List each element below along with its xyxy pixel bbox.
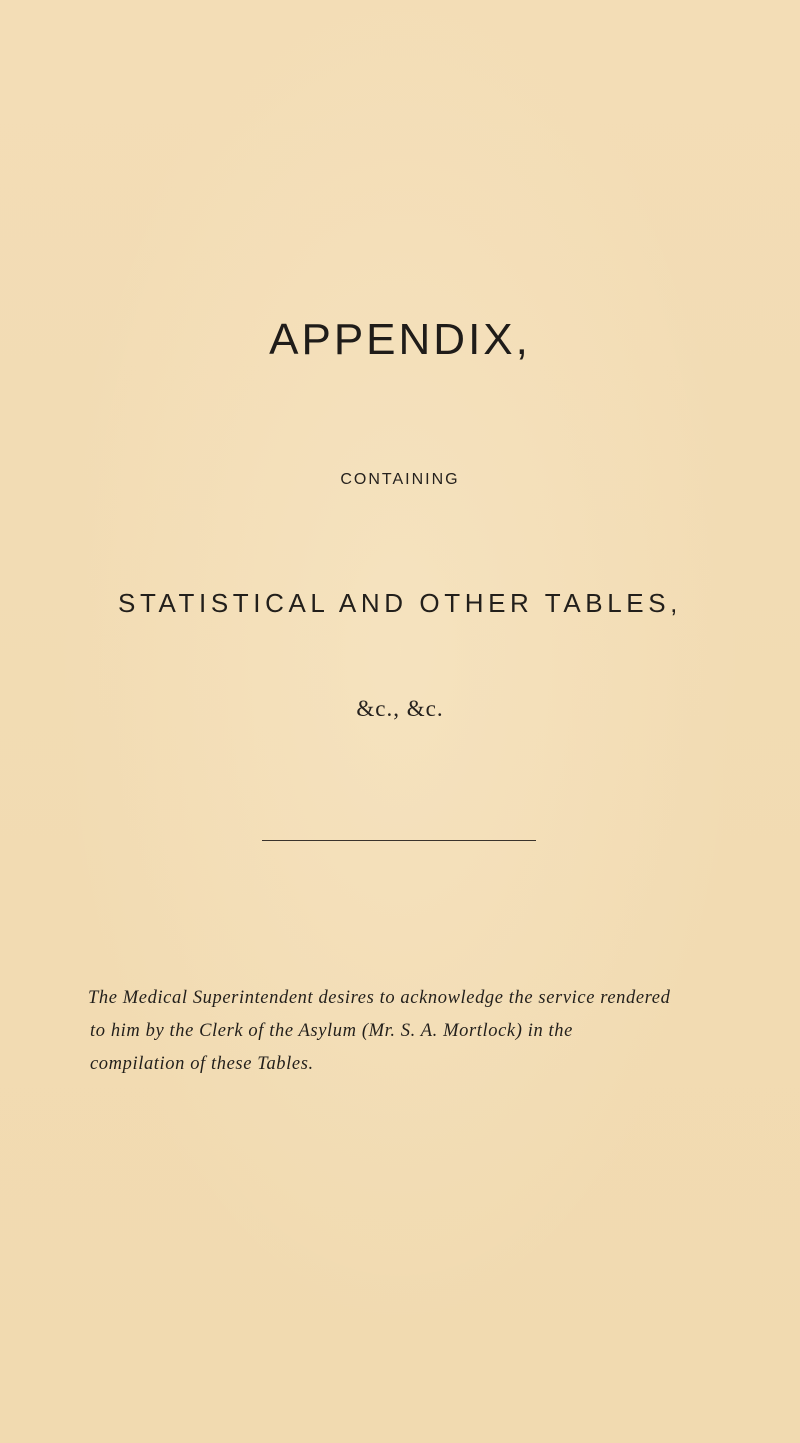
horizontal-rule	[262, 840, 536, 841]
etcetera-line: &c., &c.	[356, 696, 444, 721]
containing-label: CONTAINING	[340, 471, 460, 488]
appendix-title: APPENDIX,	[269, 315, 531, 364]
acknowledgement-line: compilation of these Tables.	[90, 1054, 314, 1074]
acknowledgement-paragraph	[88, 982, 708, 1081]
acknowledgement-line: to him by the Clerk of the Asylum (Mr. S. A. Mortlock) in the	[90, 1021, 573, 1041]
tables-subtitle: STATISTICAL AND OTHER TABLES,	[118, 588, 682, 618]
acknowledgement-line: The Medical Superintendent desires to acknowledge the service rendered	[88, 988, 671, 1008]
